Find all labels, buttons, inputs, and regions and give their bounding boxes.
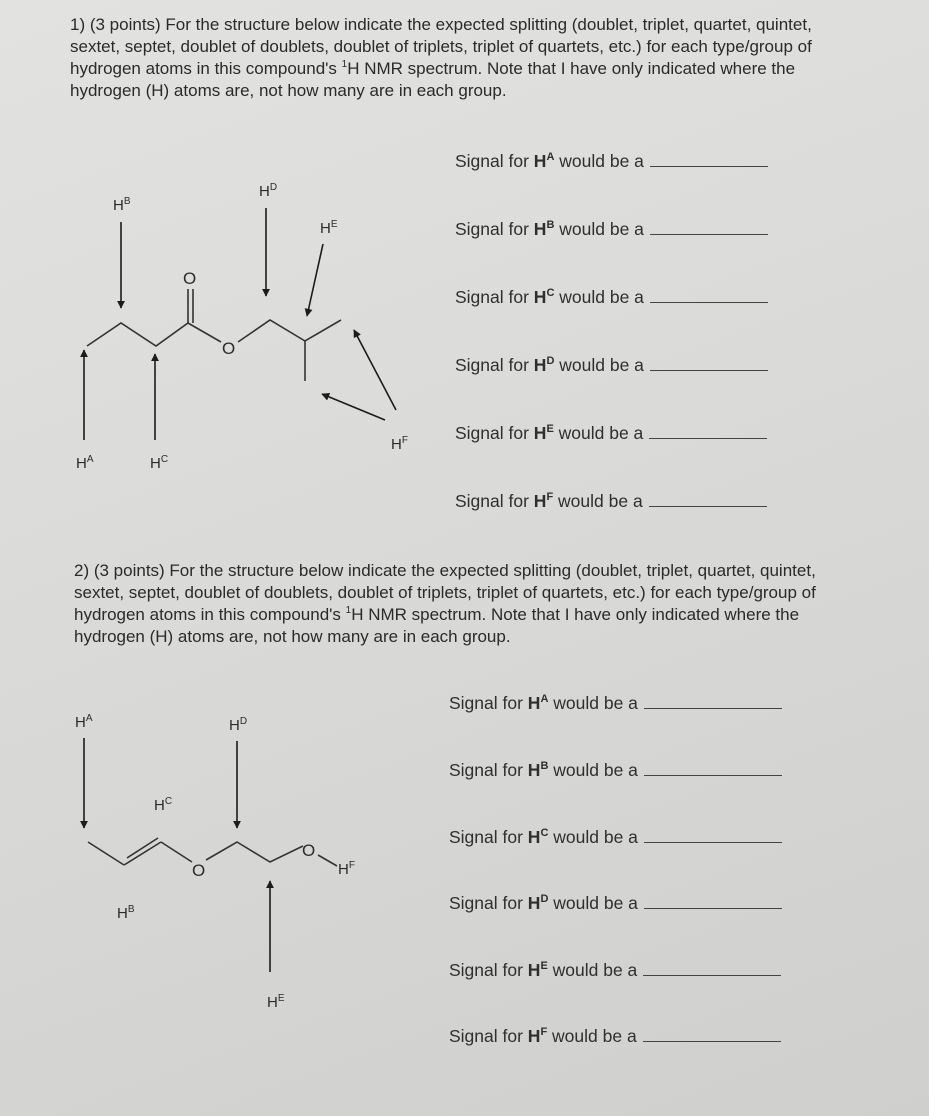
signal-label: F	[546, 491, 554, 503]
signal-h: H	[533, 287, 547, 307]
signal-label: D	[546, 355, 555, 367]
question-1-text-end: H NMR spectrum. Note that I have only indicated where the hydrogen (H) atoms are, not how many are in each group.	[70, 59, 796, 100]
h-label-f: $H^F$	[391, 435, 408, 453]
signal-label: C	[540, 827, 549, 839]
signal-suffix: would be a	[554, 355, 644, 375]
signal-prefix: Signal for	[449, 893, 528, 913]
h-label-e: $H^E$	[320, 219, 338, 237]
signal-suffix: would be a	[554, 151, 644, 171]
signal-suffix: would be a	[547, 1026, 637, 1046]
h-label-c: $H^C$	[154, 796, 173, 814]
signal-label: E	[540, 960, 548, 972]
question-1-superscript: 1	[341, 59, 348, 70]
h-label-a: $H^A$	[75, 713, 93, 731]
signal-prefix: Signal for	[455, 287, 534, 307]
signal-prefix: Signal for	[455, 219, 534, 239]
signal-prefix: Signal for	[449, 760, 528, 780]
signal-prefix: Signal for	[449, 827, 528, 847]
signal-h: H	[527, 760, 541, 780]
molecule-2-atoms	[192, 841, 315, 880]
signal-label: F	[540, 1026, 548, 1038]
carbonyl-oxygen: O	[183, 269, 197, 288]
signal-prefix: Signal for	[449, 693, 528, 713]
signal-prefix: Signal for	[455, 423, 534, 443]
h-label-b: $H^B$	[117, 904, 135, 922]
signal-label: B	[540, 760, 549, 772]
signal-suffix: would be a	[547, 960, 638, 980]
signal-label: B	[546, 219, 555, 231]
signal-label: D	[540, 893, 549, 905]
signal-label: A	[540, 693, 549, 705]
question-2-superscript: 1	[345, 605, 352, 616]
signal-prefix: Signal for	[449, 960, 528, 980]
signal-suffix: would be a	[554, 287, 644, 307]
h-label-f: $H^F$	[338, 860, 355, 878]
h-label-c: $H^C$	[150, 454, 169, 472]
question-2-text-end: H NMR spectrum. Note that I have only indicated where the hydrogen (H) atoms are, not how many are in each group.	[74, 605, 800, 646]
h-label-d: $H^D$	[259, 182, 278, 200]
signal-h: H	[527, 893, 541, 913]
signal-suffix: would be a	[554, 219, 644, 239]
question-1-text-start: 1) (3 points) For the structure below indicate the expected splitting (doublet, triplet, quartet, quintet, sextet, septet, doublet of doublets, doublet of triplets, triplet of quartets, etc.) for each type/group of hydrogen atoms in this compound's	[70, 15, 812, 78]
signal-label: A	[546, 151, 555, 163]
signal-h: H	[533, 219, 547, 239]
ether-oxygen-2: O	[302, 841, 316, 860]
signal-suffix: would be a	[548, 827, 638, 847]
signal-h: H	[527, 1026, 541, 1046]
h-label-d: $H^D$	[229, 716, 248, 734]
signal-suffix: would be a	[548, 693, 638, 713]
signal-h: H	[533, 491, 547, 511]
signal-label: C	[546, 287, 555, 299]
signal-label: E	[546, 423, 554, 435]
h-label-e: $H^E$	[267, 993, 285, 1011]
signal-h: H	[533, 355, 547, 375]
signal-prefix: Signal for	[455, 355, 534, 375]
signal-h: H	[533, 423, 547, 443]
h-label-a: $H^A$	[76, 454, 94, 472]
signal-prefix: Signal for	[455, 151, 534, 171]
signal-suffix: would be a	[548, 893, 638, 913]
signal-suffix: would be a	[548, 760, 638, 780]
signal-h: H	[527, 693, 541, 713]
h-label-b: $H^B$	[113, 196, 131, 214]
signal-prefix: Signal for	[455, 491, 534, 511]
signal-prefix: Signal for	[449, 1026, 528, 1046]
molecule-2-bonds	[88, 838, 337, 866]
signal-suffix: would be a	[553, 491, 643, 511]
molecule-2-arrows	[84, 738, 270, 972]
signal-suffix: would be a	[553, 423, 644, 443]
signal-h: H	[527, 827, 541, 847]
signal-h: H	[527, 960, 541, 980]
ester-oxygen: O	[222, 339, 236, 358]
molecule-2-h-labels	[75, 713, 355, 1011]
ether-oxygen-1: O	[192, 861, 206, 880]
signal-h: H	[533, 151, 547, 171]
question-2-text-start: 2) (3 points) For the structure below indicate the expected splitting (doublet, triplet, quartet, quintet, sextet, septet, doublet of doublets, doublet of triplets, triplet of quartets, etc.) for each type/group of hydrogen atoms in this compound's	[74, 561, 816, 624]
